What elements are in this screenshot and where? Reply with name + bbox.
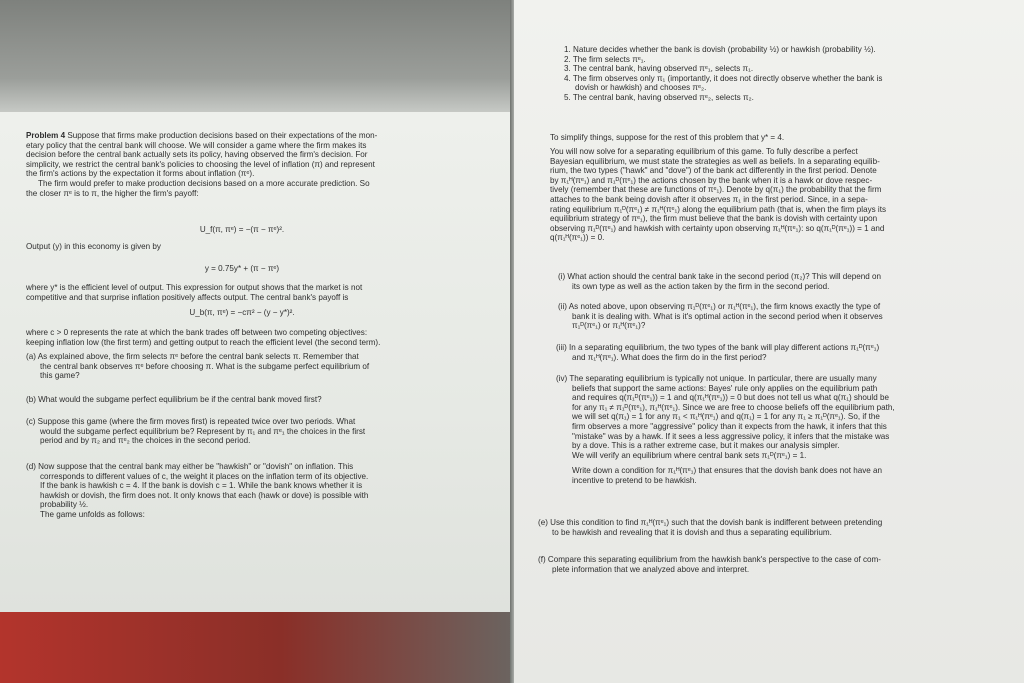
para-line: tively (remember that these are functions of πᵉ₁). Denote by q(π₁) the probability that the firm (550, 185, 882, 195)
para-line: q(π₁ᴴ(πᵉ₁)) = 0. (550, 233, 605, 243)
left-page (0, 112, 512, 612)
question-iii-line: (iii) In a separating equilibrium, the two types of the bank will play different actions π₁ᴰ(πᵉ₁) (556, 343, 880, 352)
firm-pref-line: the closer πᵉ is to π, the higher the firm's payoff: (26, 188, 199, 198)
question-ii-line: bank it is dealing with. What is it's optimal action in the second period when it observes (572, 311, 883, 321)
part-c-line: (c) Suppose this game (where the firm moves first) is repeated twice over two periods. What (26, 417, 356, 426)
intro-line: Suppose that firms make production decisions based on their expectations of the mon- (67, 131, 378, 140)
question-e (538, 518, 980, 537)
game-steps (564, 45, 1006, 103)
question-i-line: (i) What action should the central bank take in the second period (π₂)? This will depend on (558, 272, 882, 281)
where-c-line: keeping inflation low (the first term) and getting output to reach the efficient level (the second term). (26, 337, 381, 347)
part-d-line: (d) Now suppose that the central bank may either be "hawkish" or "dovish" on inflation. This (26, 462, 354, 471)
desk-surface (0, 612, 512, 683)
question-e-line: (e) Use this condition to find π₁ᴴ(πᵉ₁) such that the dovish bank is indifferent between pretending (538, 518, 883, 527)
equation-bank-payoff: U_b(π, πᵉ) = −cπ² − (y − y*)². (189, 308, 295, 317)
game-step: 1. Nature decides whether the bank is dovish (probability ½) or hawkish (probability ½). (564, 45, 876, 54)
game-step: 2. The firm selects πᵉ₁. (564, 54, 646, 64)
para-line: You will now solve for a separating equilibrium of this game. To fully describe a perfect (550, 147, 858, 156)
part-d-line: probability ½. (40, 500, 89, 510)
question-iv-line: "mistake" was by a hawk. If it sees a less aggressive policy, it infers that the mistake was (572, 431, 890, 441)
para-line: Bayesian equilibrium, we must state the strategies as well as beliefs. In a separating equilib- (550, 156, 880, 166)
part-d-line: hawkish or dovish, the firm does not. It only knows that each (hawk or dove) is possible with (40, 490, 369, 500)
efficient-line: where y* is the efficient level of output. This expression for output shows that the market is not (26, 283, 363, 292)
question-iii-line: and π₁ᴴ(πᵉ₁). What does the firm do in the first period? (572, 352, 767, 362)
question-iv (556, 374, 998, 486)
game-step: 5. The central bank, having observed πᵉ₂, selects π₂. (564, 92, 754, 102)
question-iv-line: beliefs that support the same actions: Bayes' rule only applies on the equilibrium path (572, 383, 878, 393)
part-a-line: the central bank observes πᵉ before choosing π. What is the subgame perfect equilibrium of (40, 361, 370, 371)
part-d (26, 462, 458, 520)
question-iii (556, 343, 998, 362)
question-iv-line: we will set q(π₁) = 1 for any π₁ < π₁ᴴ(πᵉ₁) and q(π₁) = 1 for any π₁ ≥ π₁ᴰ(πᵉ₁). So, if the (572, 412, 880, 422)
problem-heading: Problem 4 (26, 131, 66, 140)
question-ii-line: π₁ᴰ(πᵉ₁) or π₁ᴴ(πᵉ₁)? (572, 321, 646, 331)
question-f (538, 555, 980, 574)
question-iv-line: firm observes a more "aggressive" policy than it expects from the hawk, it infers that this (572, 421, 887, 431)
part-c-line: period and by π₂ and πᵉ₂ the choices in the second period. (40, 436, 251, 446)
simplify-line: To simplify things, suppose for the rest of this problem that y* = 4. (550, 133, 785, 142)
para-line: observing π₁ᴰ(πᵉ₁) and hawkish with certainty upon observing π₁ᴴ(πᵉ₁): so q(π₁ᴰ(πᵉ₁)) = 1 and (550, 223, 885, 233)
para-line: attaches to the bank being dovish after it observes π₁ in the first period. Since, in a sepa- (550, 194, 868, 204)
where-c-text (26, 328, 458, 347)
part-c (26, 417, 458, 446)
question-iv-line: (iv) The separating equilibrium is typically not unique. In particular, there are usually many (556, 374, 877, 383)
intro-line: simplicity, we restrict the central bank's policies to choosing the level of inflation (π) and represent (26, 159, 375, 169)
part-a (26, 352, 458, 381)
para-line: rium, the two types ("hawk" and "dove") of the bank act differently in the first period. Denote (550, 166, 877, 176)
question-iv-line: and requires q(π₁ᴰ(πᵉ₁)) = 1 and q(π₁ᴴ(πᵉ₁)) = 0 but does not tell us what q(π₁) should be (572, 393, 889, 403)
output-line: Output (y) in this economy is given by (26, 242, 161, 251)
intro-line: decision before the central bank actually sets its policy, having observed the firm's decision. For (26, 150, 368, 160)
efficient-output-text (26, 283, 458, 302)
left-page-shadow (0, 0, 512, 112)
part-a-line: this game? (40, 371, 80, 381)
intro-line: etary policy that the central bank will choose. We will consider a game where the firm makes its (26, 140, 367, 150)
firm-pref-line: The firm would prefer to make production decisions based on a more accurate prediction. So (38, 178, 370, 188)
question-iv-line: Write down a condition for π₁ᴴ(πᵉ₁) that ensures that the dovish bank does not have an (572, 466, 883, 476)
question-iv-line: for any π₁ ≠ π₁ᴰ(πᵉ₁), π₁ᴴ(πᵉ₁). Since we are free to choose beliefs off the equilibrium path, (572, 402, 895, 412)
question-iv-line: We will verify an equilibrium where central bank sets π₁ᴰ(πᵉ₁) = 1. (572, 450, 807, 460)
part-a-line: (a) As explained above, the firm selects πᵉ before the central bank selects π. Remember that (26, 352, 359, 361)
right-page (514, 0, 1024, 683)
intro-line: the firm's actions by the expectation it forms about inflation (πᵉ). (26, 169, 255, 179)
where-c-line: where c > 0 represents the rate at which the bank trades off between two competing objectives: (26, 328, 368, 337)
question-i-line: its own type as well as the action taken by the firm in the second period. (572, 281, 830, 291)
question-ii-line: (ii) As noted above, upon observing π₁ᴰ(πᵉ₁) or π₁ᴴ(πᵉ₁), the firm knows exactly the type of (558, 302, 881, 311)
equation-firm-payoff: U_f(π, πᵉ) = −(π − πᵉ)². (199, 225, 285, 234)
question-f-line: plete information that we analyzed above and interpret. (552, 564, 750, 574)
efficient-line: competitive and that surprise inflation positively affects output. The central bank's payoff is (26, 292, 349, 302)
question-ii (558, 302, 1000, 331)
para-line: equilibrium strategy of πᵉ₁), the firm must believe that the bank is dovish with certainty upon (550, 214, 878, 224)
part-d-line: corresponds to different values of c, the weight it places on the inflation term of its objective. (40, 471, 369, 481)
equation-output: y = 0.75y* + (π − πᵉ) (204, 264, 280, 273)
part-c-line: would the subgame perfect equilibrium be? Represent by π₁ and πᵉ₁ the choices in the first (40, 426, 366, 436)
part-b: (b) What would the subgame perfect equilibrium be if the central bank moved first? (26, 395, 322, 404)
game-step: 4. The firm observes only π₁ (importantly, it does not directly observe whether the bank is (564, 73, 883, 83)
problem-intro (26, 131, 458, 198)
para-line: by π₁ᴴ(πᵉ₁) and π₁ᴰ(πᵉ₁) the actions chosen by the bank when it is a hawk or dove respec- (550, 175, 873, 185)
part-d-line: The game unfolds as follows: (40, 509, 145, 519)
separating-equilibrium-text (550, 147, 992, 243)
para-line: rating equilibrium π₁ᴰ(πᵉ₁) ≠ π₁ᴴ(πᵉ₁) along the equilibrium path (that is, when the firm plays its (550, 204, 887, 214)
question-e-line: to be hawkish and revealing that it is dovish and thus a separating equilibrium. (552, 527, 832, 537)
question-iv-line: by a dove. This is a rather extreme case, but it makes our analysis simpler. (572, 441, 840, 451)
part-d-line: If the bank is hawkish c = 4. If the bank is dovish c = 1. While the bank knows whether it is (40, 481, 363, 491)
game-step: dovish or hawkish) and chooses πᵉ₂. (575, 83, 707, 93)
question-f-line: (f) Compare this separating equilibrium from the hawkish bank's perspective to the case of com- (538, 555, 881, 564)
question-i (558, 272, 1000, 291)
question-iv-line: incentive to pretend to be hawkish. (572, 475, 697, 485)
game-step: 3. The central bank, having observed πᵉ₁, selects π₁. (564, 64, 754, 74)
